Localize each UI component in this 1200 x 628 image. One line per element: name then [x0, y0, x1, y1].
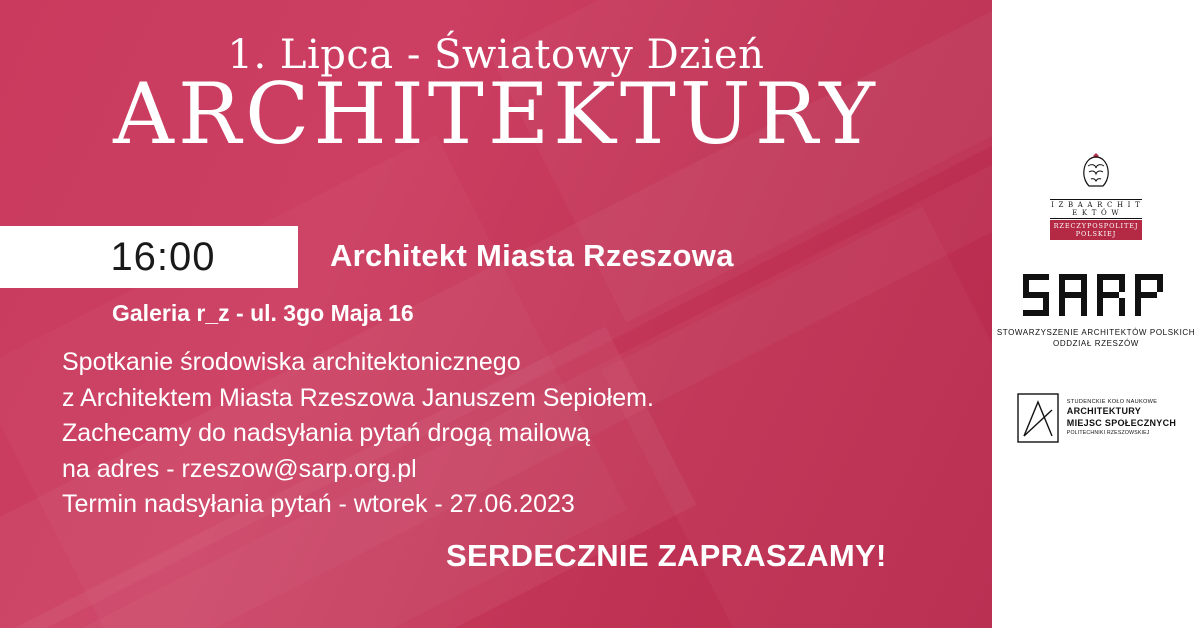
closing-invitation: SERDECZNIE ZAPRASZAMY! [446, 538, 887, 573]
skn-line3: MIEJSC SPOŁECZNYCH [1066, 417, 1177, 428]
headline-main: ARCHITEKTURY [113, 65, 879, 163]
skn-line2: ARCHITEKTURY [1066, 406, 1142, 417]
event-title: Architekt Miasta Rzeszowa [330, 238, 734, 273]
description-line: Spotkanie środowiska architektonicznego [62, 348, 521, 376]
event-time: 16:00 [110, 234, 216, 279]
skn-line1: STUDENCKIE KOŁO NAUKOWE [1066, 398, 1158, 405]
skn-line4: POLITECHNIKI RZESZOWSKIEJ [1066, 430, 1150, 437]
headline [0, 32, 992, 163]
logo-column [992, 0, 1200, 628]
iarp-wordmark [1050, 199, 1142, 240]
sarp-wordmark-icon [1021, 272, 1171, 318]
sarp-caption-line2: ODDZIAŁ RZESZÓW [1053, 338, 1139, 348]
event-venue: Galeria r_z - ul. 3go Maja 16 [112, 300, 414, 326]
logo-iarp [992, 150, 1200, 240]
description-line: z Architektem Miasta Rzeszowa Januszem Sepiołem. [62, 383, 654, 412]
description-line: Zachecamy do nadsyłania pytań drogą mailową [62, 419, 591, 447]
headline-kicker: 1. Lipca - Światowy Dzień [227, 32, 765, 78]
description-line-email: na adres - rzeszow@sarp.org.pl [62, 454, 417, 483]
description-line-deadline: Termin nadsyłania pytań - wtorek - 27.06.2023 [62, 490, 575, 518]
skn-square-mark-icon [1016, 392, 1060, 444]
event-description [62, 345, 654, 523]
event-time-badge [0, 226, 298, 288]
eagle-icon [1079, 150, 1113, 190]
sarp-caption-line1: STOWARZYSZENIE ARCHITEKTÓW POLSKICH [996, 328, 1196, 337]
iarp-line1: I Z B A A R C H I T E K T Ó W [1051, 201, 1141, 217]
logo-skn [992, 392, 1200, 444]
iarp-line2: RZECZYPOSPOLITEJ POLSKIEJ [1050, 220, 1142, 240]
logo-sarp [992, 272, 1200, 350]
